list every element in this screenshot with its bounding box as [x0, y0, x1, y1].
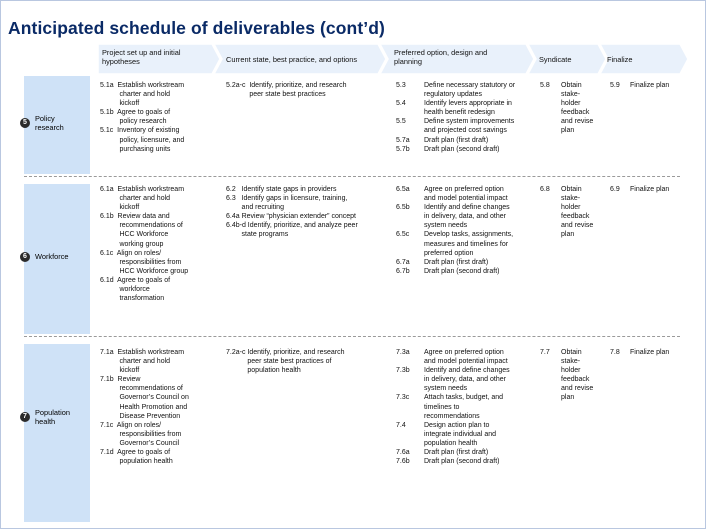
- preferred-option-tasks: Define necessary statutory or regulatory updates Identify levers appropriate in health benefit redesign Define system improvements and projected cost savings Draft plan (first draft) Draft plan (second draft): [424, 82, 516, 153]
- section-box-population-health: [24, 344, 90, 522]
- section-label: Workforce: [35, 252, 69, 261]
- section-number-badge: 7: [20, 412, 30, 422]
- finalize-task: Finalize plan: [630, 186, 670, 193]
- section-number-badge: 5: [20, 118, 30, 128]
- current-state-tasks: 5.2a-c Identify, prioritize, and research peer state best practices: [226, 82, 347, 99]
- syndicate-task: Obtain stake- holder feedback and revise plan: [561, 82, 594, 135]
- section-divider: [24, 176, 680, 177]
- column-header-finalize: Finalize: [607, 55, 633, 64]
- page-title: Anticipated schedule of deliverables (cont’d): [8, 18, 385, 38]
- column-header-setup: Project set up and initial hypotheses: [102, 48, 181, 66]
- preferred-option-tasks: Agree on preferred option and model potential impact Identify and define changes in delivery, data, and other system needs Attach tasks, budget, and timelines to recommendations Design action plan to integrate individual and population health Draft plan (first draft) Draft plan (second draft): [424, 349, 510, 466]
- finalize-id: 7.8: [610, 349, 620, 356]
- setup-tasks: 6.1a Establish workstream charter and hold kickoff 6.1b Review data and recommendations of HCC Workforce working group 6.1c Align on roles/ responsibilities from HCC Workforce group 6.1d Agree to goals of workforce transformation: [100, 186, 189, 303]
- finalize-task: Finalize plan: [630, 349, 670, 356]
- section-label: Policy research: [35, 114, 64, 132]
- section-divider: [24, 336, 680, 337]
- preferred-option-tasks: Agree on preferred option and model potential impact Identify and define changes in delivery, data, and other system needs Develop tasks, assignments, measures and timelines for preferred option Draft plan (first draft) Draft plan (second draft): [424, 186, 514, 275]
- syndicate-task: Obtain stake- holder feedback and revise plan: [561, 349, 594, 402]
- finalize-id: 6.9: [610, 186, 620, 193]
- setup-tasks: 5.1a Establish workstream charter and hold kickoff 5.1b Agree to goals of policy research 5.1c Inventory of existing policy, licensure, and purchasing units: [100, 82, 185, 153]
- column-header-current-state: Current state, best practice, and options: [226, 55, 358, 64]
- finalize-id: 5.9: [610, 82, 620, 89]
- preferred-option-ids: 7.3a 7.3b 7.3c 7.4 7.6a 7.6b: [396, 349, 410, 466]
- section-number-badge: 6: [20, 252, 30, 262]
- syndicate-id: 5.8: [540, 82, 550, 89]
- finalize-task: Finalize plan: [630, 82, 670, 89]
- section-label: Population health: [35, 408, 70, 426]
- preferred-option-ids: 6.5a 6.5b 6.5c 6.7a 6.7b: [396, 186, 410, 275]
- current-state-tasks: 6.2 Identify state gaps in providers 6.3 Identify gaps in licensure, training, and recruiting 6.4a Review “physician extender” concept 6.4b-d Identify, prioritize, and analyze peer state programs: [226, 186, 358, 239]
- preferred-option-ids: 5.3 5.4 5.5 5.7a 5.7b: [396, 82, 410, 153]
- syndicate-task: Obtain stake- holder feedback and revise plan: [561, 186, 594, 239]
- syndicate-id: 7.7: [540, 349, 550, 356]
- column-header-syndicate: Syndicate: [539, 55, 572, 64]
- current-state-tasks: 7.2a-c Identify, prioritize, and research peer state best practices of population health: [226, 349, 345, 375]
- setup-tasks: 7.1a Establish workstream charter and hold kickoff 7.1b Review recommendations of Governor’s Council on Health Promotion and Disease Prevention 7.1c Align on roles/ responsibilities from Governor’s Council 7.1d Agree to goals of population health: [100, 349, 189, 466]
- syndicate-id: 6.8: [540, 186, 550, 193]
- column-header-preferred-option: Preferred option, design and planning: [394, 48, 488, 66]
